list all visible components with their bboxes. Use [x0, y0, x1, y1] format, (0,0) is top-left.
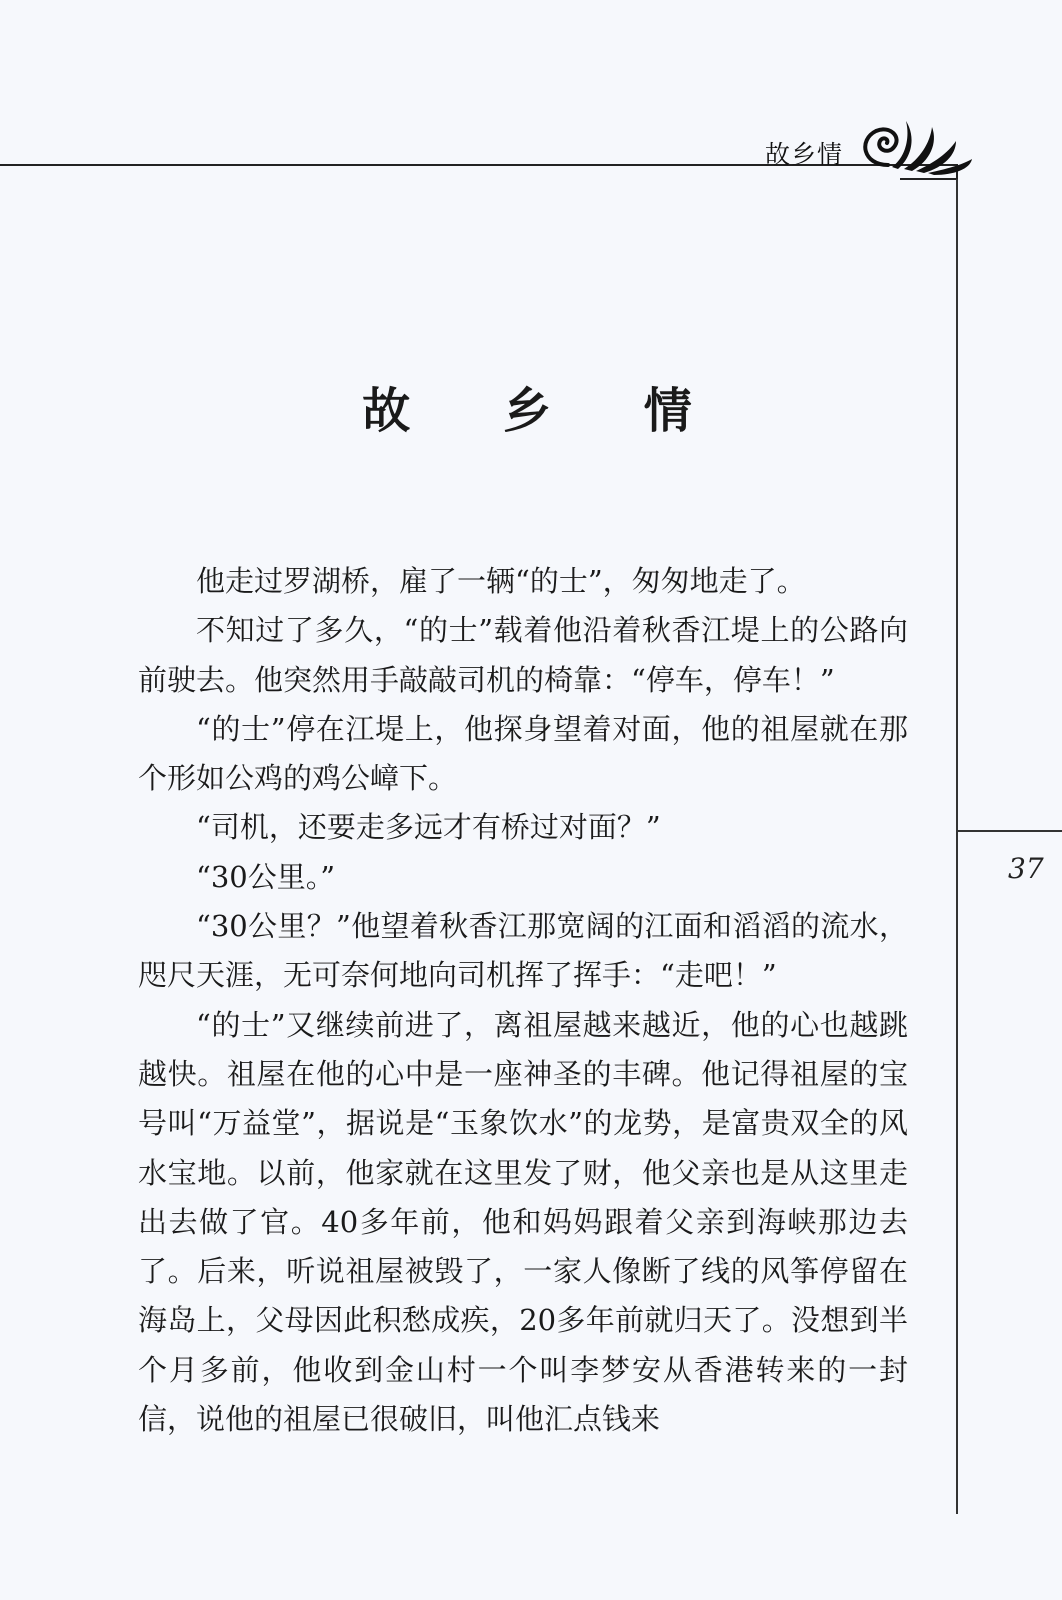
- paragraph: 不知过了多久，“的士”载着他沿着秋香江堤上的公路向前驶去。他突然用手敲敲司机的椅靠：“停车，停车！”: [138, 613, 908, 697]
- paragraph: “30公里？”他望着秋香江那宽阔的江面和滔滔的流水，咫尺天涯，无可奈何地向司机挥了挥手：“走吧！”: [138, 909, 908, 993]
- frame-inner-rule: [900, 178, 958, 180]
- scroll-flourish-icon: [858, 115, 978, 177]
- paragraph: “30公里。”: [196, 859, 336, 894]
- page-number: 37: [1008, 852, 1044, 885]
- paragraph: 他走过罗湖桥，雇了一辆“的士”，匆匆地走了。: [196, 564, 806, 598]
- paragraph: “司机，还要走多远才有桥过对面？”: [196, 810, 661, 845]
- chapter-title: 故 乡 情: [362, 383, 730, 439]
- paragraph: “的士”停在江堤上，他探身望着对面，他的祖屋就在那个形如公鸡的鸡公嶂下。: [138, 711, 908, 796]
- running-title: 故乡情: [765, 140, 844, 169]
- body-text: [138, 557, 908, 1444]
- page-number-rule: [958, 830, 1062, 832]
- paragraph: “的士”又继续前进了，离祖屋越来越近，他的心也越跳越快。祖屋在他的心中是一座神圣的丰碑。他记得祖屋的宝号叫“万益堂”，据说是“玉象饮水”的龙势，是富贵双全的风水宝地。以前，他家就在这里发了财，他父亲也是从这里走出去做了官。40多年前，他和妈妈跟着父亲到海峡那边去了。后来，听说祖屋被毁了，一家人像断了线的风筝停留在海岛上，父母因此积愁成疾，20多年前就归天了。没想到半个月多前，他收到金山村一个叫李梦安从香港转来的一封信，说他的祖屋已很破旧，叫他汇点钱来: [138, 1007, 908, 1437]
